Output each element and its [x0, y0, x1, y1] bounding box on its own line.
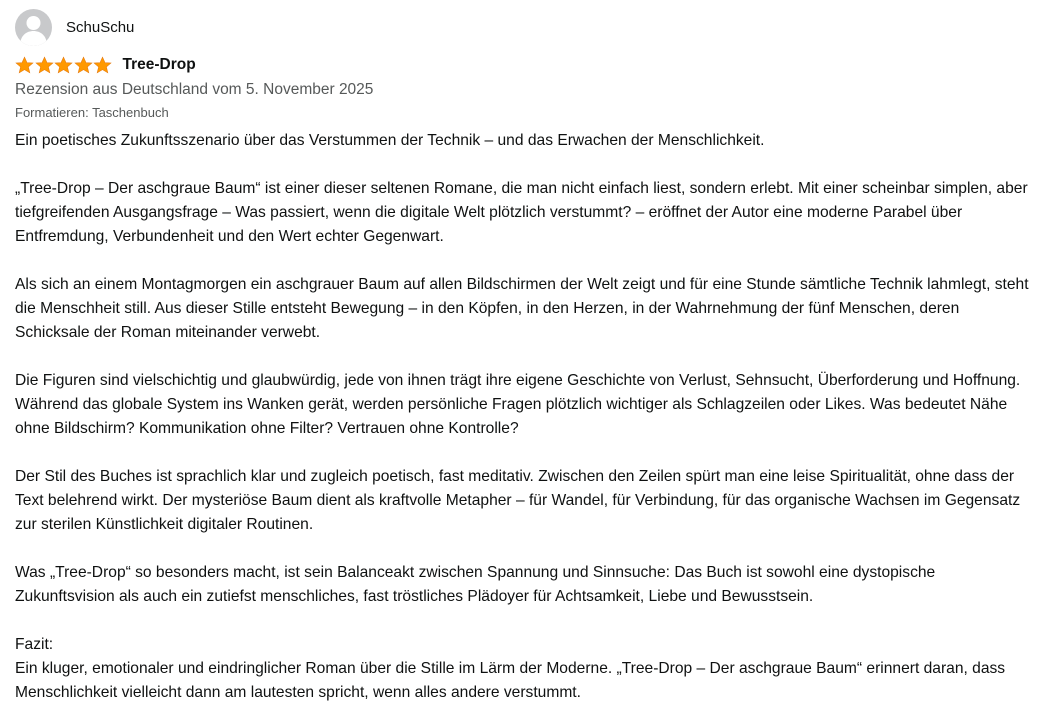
review-format[interactable]: Formatieren: Taschenbuch	[15, 105, 169, 120]
star-icon	[35, 56, 54, 75]
conclusion-text: Ein kluger, emotionaler und eindringlicher Roman über die Stille im Lärm der Moderne. „Tree-Drop – Der aschgraue Baum“ erinnert daran, dass Menschlichkeit vielleicht dann am lautesten spricht, wenn alles andere verstummt.	[15, 660, 1006, 701]
star-icon	[54, 56, 73, 75]
review-paragraph: „Tree-Drop – Der aschgraue Baum“ ist einer dieser seltenen Romane, die man nicht einfach liest, sondern erlebt. Mit einer scheinbar simplen, aber tiefgreifenden Ausgangsfrage – Was passiert, wenn die digitale Welt plötzlich verstummt? – eröffnet der Autor eine moderne Parabel über Entfremdung, Verbundenheit und den Wert echter Gegenwart.	[15, 180, 1028, 245]
review-paragraph: Als sich an einem Montagmorgen ein aschgrauer Baum auf allen Bildschirmen der Welt zeigt und für eine Stunde sämtliche Technik lahmlegt, steht die Menschheit still. Aus dieser Stille entsteht Bewegung – in den Köpfen, in den Herzen, in der Wahrnehmung der fünf Menschen, deren Schicksale der Roman miteinander verwebt.	[15, 276, 1029, 341]
conclusion-label: Fazit:	[15, 636, 54, 653]
user-avatar-icon[interactable]	[15, 9, 52, 46]
star-icon	[74, 56, 93, 75]
star-icon	[15, 56, 34, 75]
reviewer-name[interactable]: SchuSchu	[66, 18, 135, 36]
review-paragraph: Die Figuren sind vielschichtig und glaubwürdig, jede von ihnen trägt ihre eigene Geschichte von Verlust, Sehnsucht, Überforderung und Hoffnung. Während das globale System ins Wanken gerät, werden persönliche Fragen plötzlich wichtiger als Schlagzeilen oder Likes. Was bedeutet Nähe ohne Bildschirm? Kommunikation ohne Filter? Vertrauen ohne Kontrolle?	[15, 372, 1021, 437]
star-icon	[93, 56, 112, 75]
review-body	[15, 129, 1030, 705]
review-paragraph: Ein poetisches Zukunftsszenario über das Verstummen der Technik – und das Erwachen der Menschlichkeit.	[15, 132, 765, 149]
customer-review	[15, 8, 1030, 705]
star-rating[interactable]	[15, 56, 113, 75]
review-conclusion	[15, 633, 1030, 705]
review-title[interactable]: Tree-Drop	[122, 56, 196, 73]
review-title-row	[15, 54, 1030, 76]
reviewer-profile[interactable]	[15, 8, 1030, 46]
review-date-location: Rezension aus Deutschland vom 5. November 2025	[15, 81, 374, 98]
review-paragraph: Was „Tree-Drop“ so besonders macht, ist sein Balanceakt zwischen Spannung und Sinnsuche: Das Buch ist sowohl eine dystopische Zukunftsvision als auch ein zutiefst menschliches, fast tröstliches Plädoyer für Achtsamkeit, Liebe und Bewusstsein.	[15, 564, 936, 605]
review-paragraph: Der Stil des Buches ist sprachlich klar und zugleich poetisch, fast meditativ. Zwischen den Zeilen spürt man eine leise Spiritualität, ohne dass der Text belehrend wirkt. Der mysteriöse Baum dient als kraftvolle Metapher – für Wandel, für Verbindung, für das organische Wachsen im Gegensatz zur sterilen Künstlichkeit digitaler Routinen.	[15, 468, 1021, 533]
